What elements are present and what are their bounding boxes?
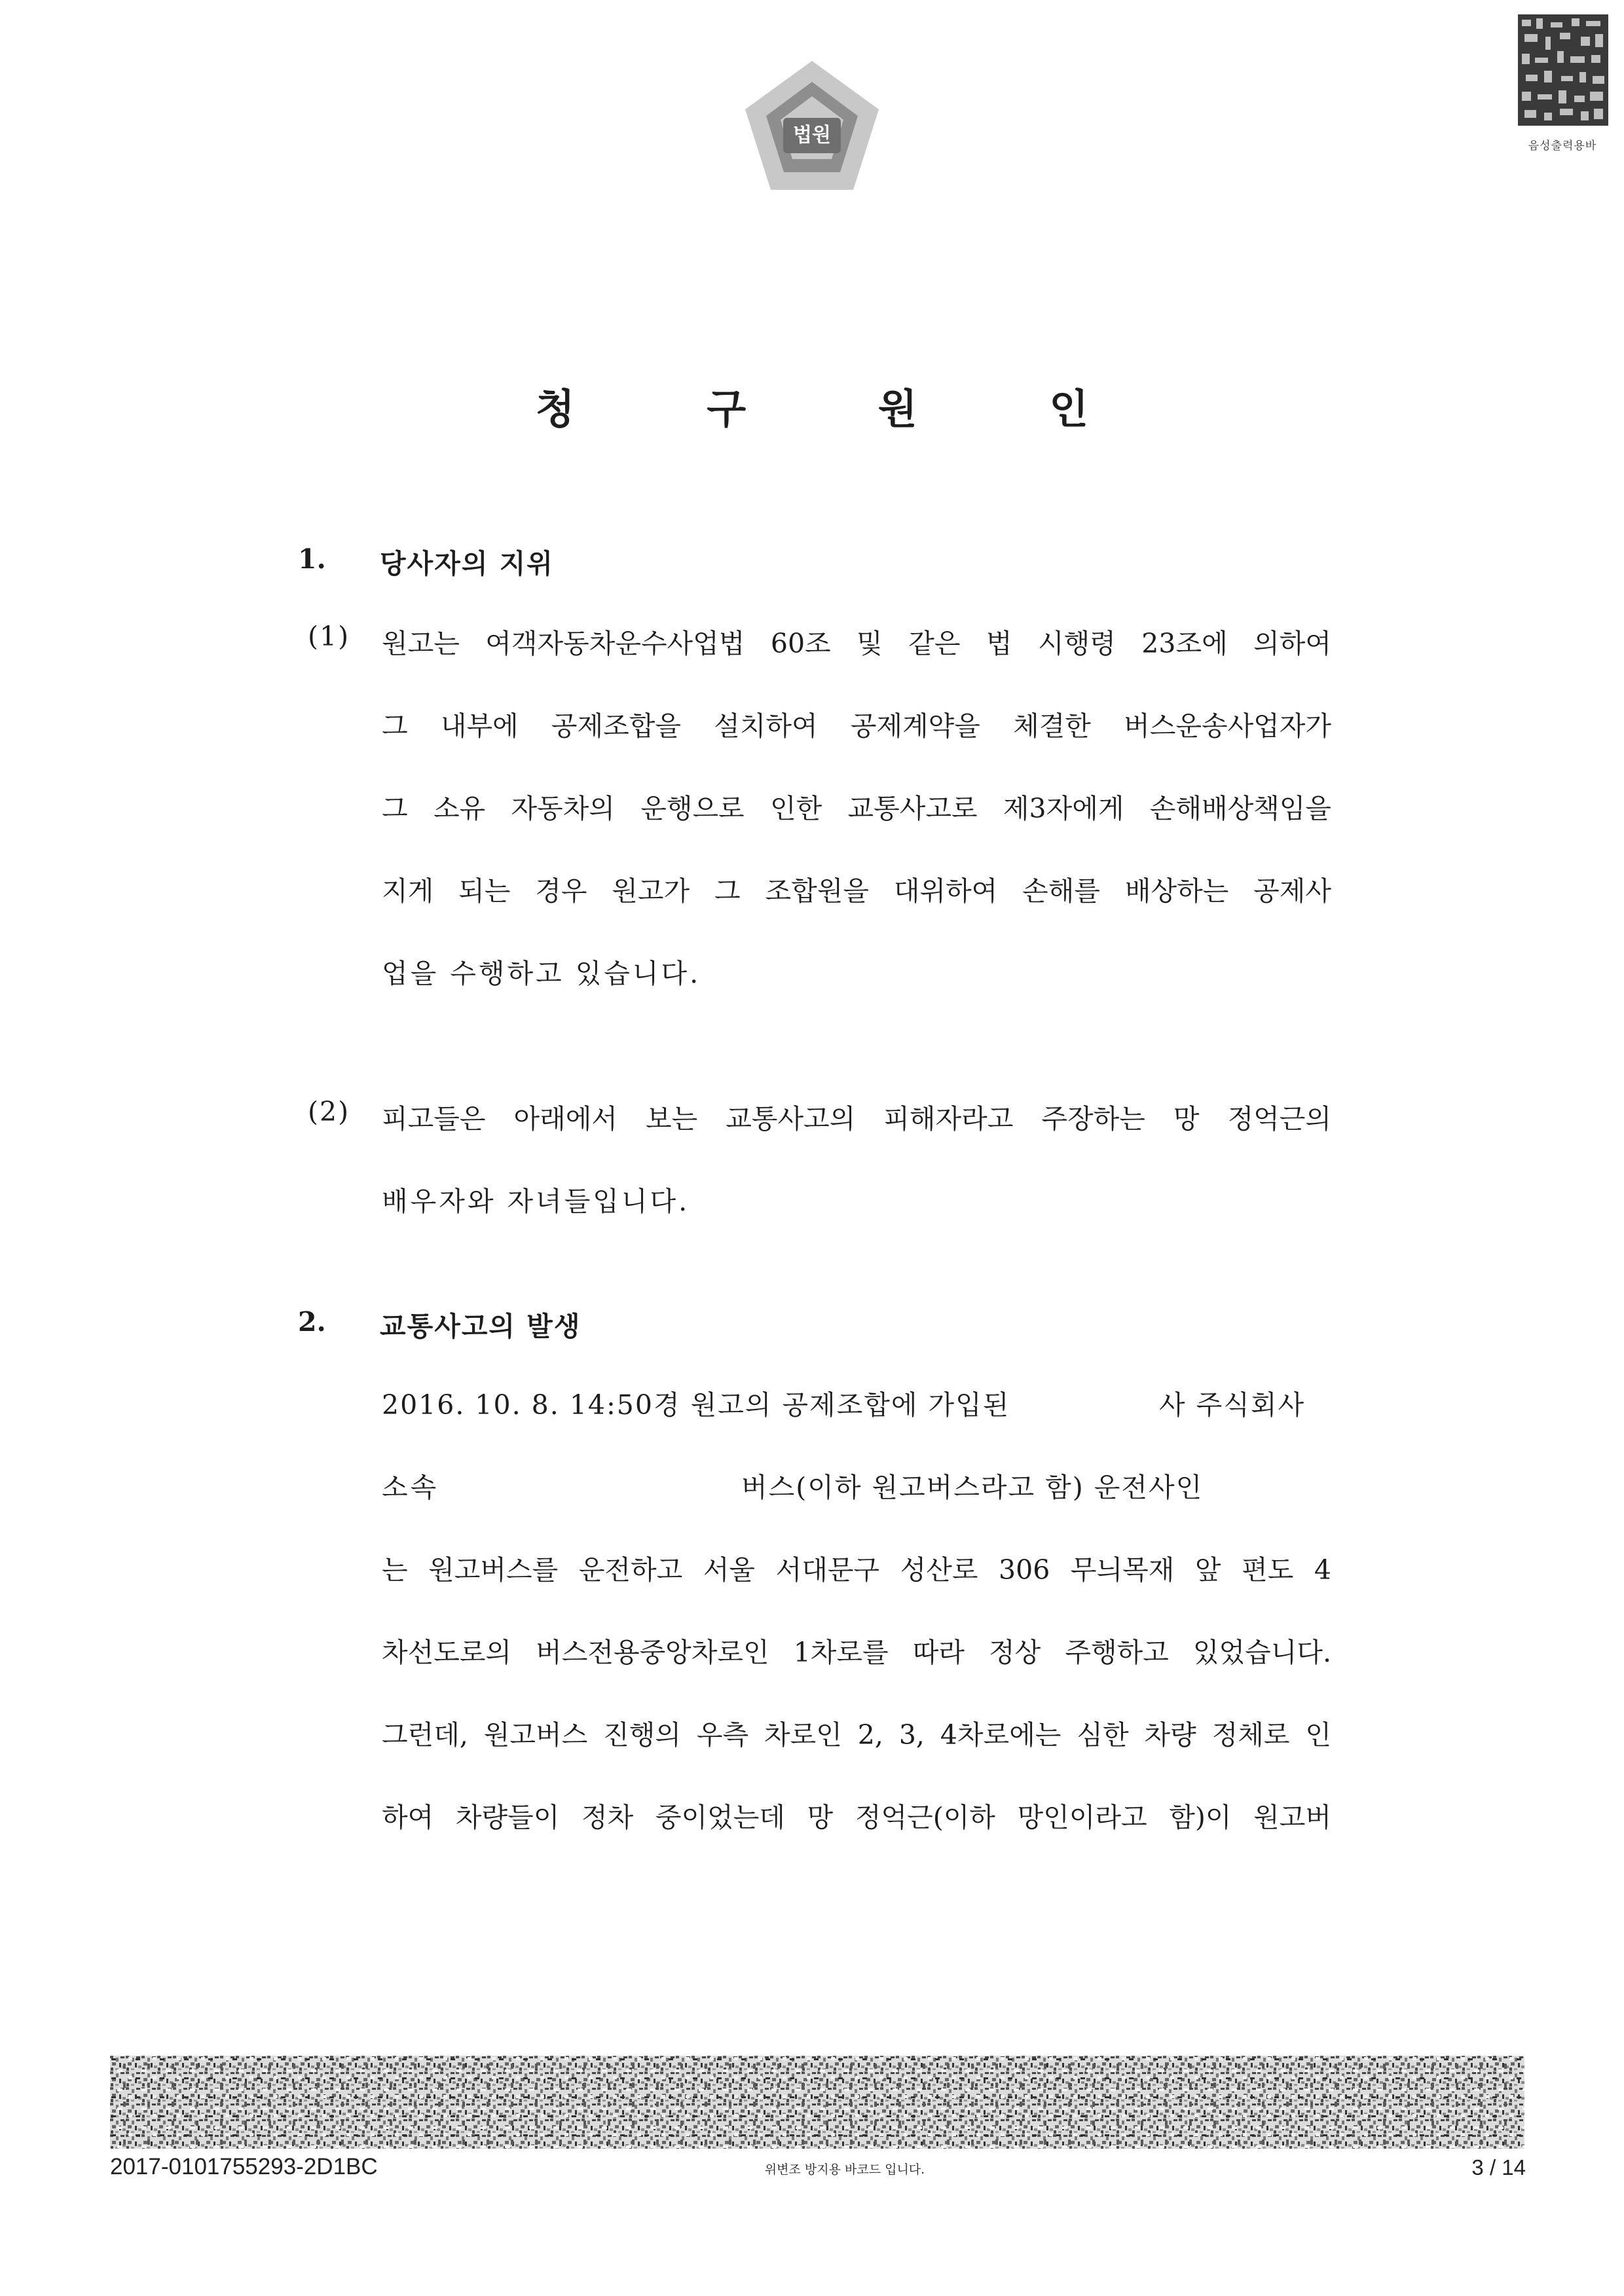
- text-line: 차선도로의 버스전용중앙차로인 1차로를 따라 정상 주행하고 있었습니다.: [382, 1637, 1331, 1668]
- qr-caption: 음성출력용바: [1528, 139, 1597, 153]
- page-number: 3 / 14: [1471, 2155, 1526, 2179]
- text-line: 그 내부에 공제조합을 설치하여 공제계약을 체결한 버스운송사업자가: [382, 710, 1331, 742]
- anti-forgery-barcode: [110, 2056, 1524, 2149]
- document-id: 2017-0101755293-2D1BC: [110, 2154, 378, 2179]
- text-line: 는 원고버스를 운전하고 서울 서대문구 성산로 306 무늬목재 앞 편도 4: [382, 1554, 1331, 1586]
- section-number: 2.: [298, 1306, 326, 1338]
- text-line: 배우자와 자녀들입니다.: [382, 1186, 690, 1217]
- text-line: 버스(이하 원고버스라고 함) 운전사인: [741, 1472, 1204, 1503]
- text-line: 하여 차량들이 정차 중이었는데 망 정억근(이하 망인이라고 함)이 원고버: [382, 1802, 1331, 1833]
- text-line: 원고는 여객자동차운수사업법 60조 및 같은 법 시행령 23조에 의하여: [382, 628, 1331, 659]
- barcode-notice: 위변조 방지용 바코드 입니다.: [764, 2162, 925, 2177]
- text-line: 그 소유 자동차의 운행으로 인한 교통사고로 제3자에게 손해배상책임을: [382, 793, 1331, 824]
- text-line: 소속: [382, 1472, 439, 1503]
- text-line: 2016. 10. 8. 14:50경 원고의 공제조합에 가입된: [382, 1389, 1010, 1421]
- text-line: 업을 수행하고 있습니다.: [382, 958, 701, 989]
- page-title: 청 구 원 인: [535, 385, 1148, 433]
- emblem-label: 법원: [793, 124, 831, 147]
- text-line: 지게 되는 경우 원고가 그 조합원을 대위하여 손해를 배상하는 공제사: [382, 875, 1331, 907]
- text-line: 피고들은 아래에서 보는 교통사고의 피해자라고 주장하는 망 정억근의: [382, 1103, 1331, 1135]
- item-label: (1): [308, 621, 350, 652]
- text-line: 그런데, 원고버스 진행의 우측 차로인 2, 3, 4차로에는 심한 차량 정체로 인: [382, 1719, 1331, 1751]
- section-number: 1.: [298, 543, 326, 575]
- section-heading: 당사자의 지위: [380, 548, 554, 579]
- text-line: 사 주식회사: [1159, 1389, 1306, 1421]
- item-label: (2): [308, 1096, 350, 1127]
- section-heading: 교통사고의 발생: [380, 1311, 581, 1342]
- qr-code: [1518, 14, 1608, 126]
